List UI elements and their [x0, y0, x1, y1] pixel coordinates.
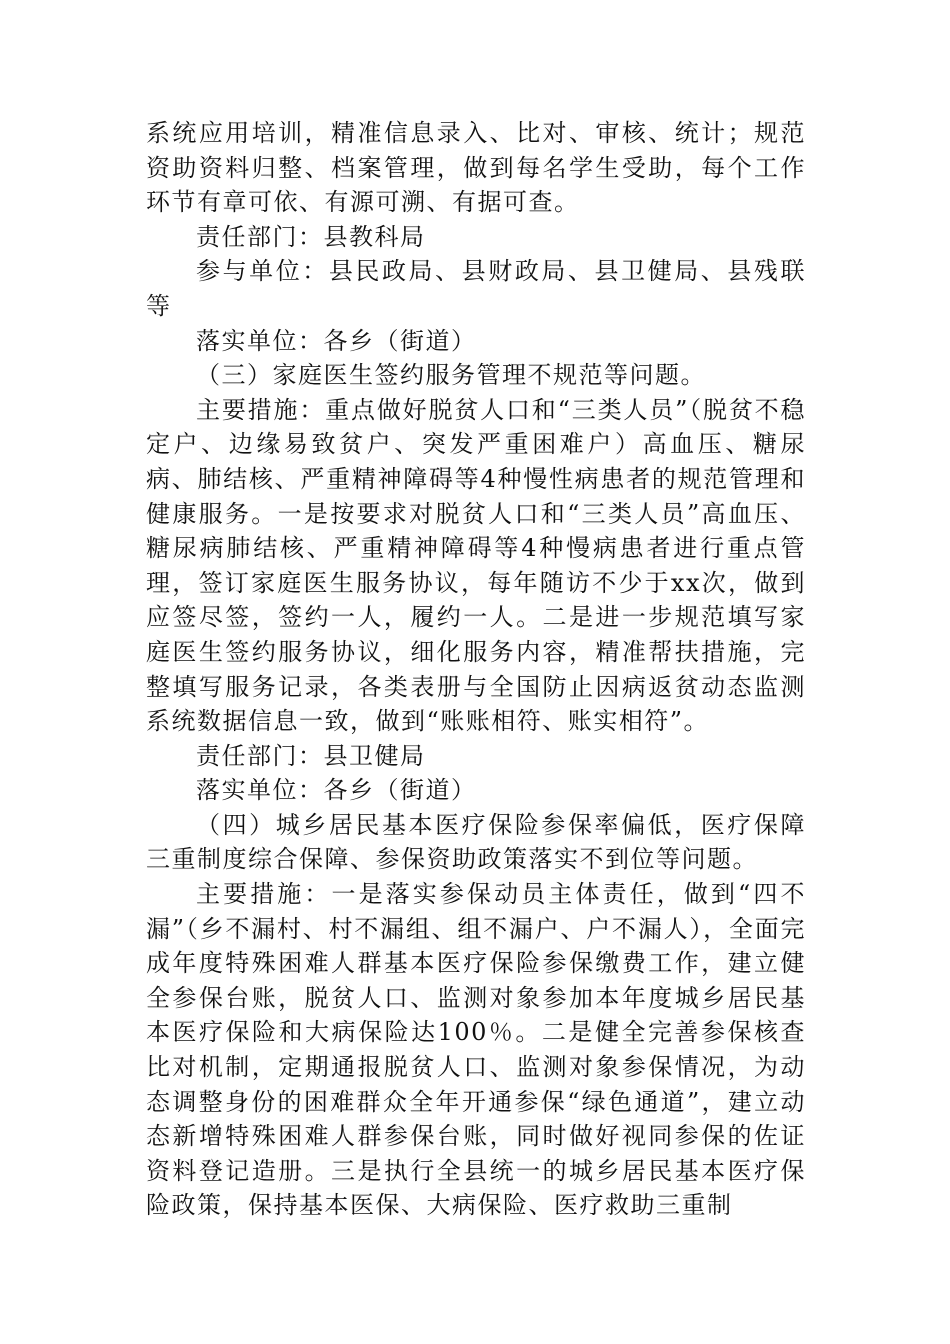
paragraph-main-measures-3: 主要措施：重点做好脱贫人口和“三类人员”（脱贫不稳定户、边缘易致贫户、突发严重困难户）高血压、糖尿病、肺结核、严重精神障碍等4种慢性病患者的规范管理和健康服务。一是按要求对脱贫人口和“三类人员”高血压、糖尿病肺结核、严重精神障碍等4种慢病患者进行重点管理，签订家庭医生服务协议，每年随访不少于xx次，做到应签尽签，签约一人，履约一人。二是进一步规范填写家庭医生签约服务协议，细化服务内容，精准帮扶措施，完整填写服务记录，各类表册与全国防止因病返贫动态监测系统数据信息一致，做到“账账相符、账实相符”。: [146, 395, 806, 736]
paragraph-responsible-dept-health: 责任部门：县卫健局: [196, 741, 426, 770]
paragraph-implementing-units: 落实单位：各乡（街道）: [196, 326, 477, 355]
paragraph-training: 系统应用培训，精准信息录入、比对、审核、统计；规范资助资料归整、档案管理，做到每名学生受助，每个工作环节有章可依、有源可溯、有据可查。: [146, 119, 806, 217]
section-heading-3: （三）家庭医生签约服务管理不规范等问题。: [196, 361, 706, 390]
paragraph-implementing-units-2: 落实单位：各乡（街道）: [196, 776, 477, 805]
document-body: [146, 116, 806, 1223]
section-heading-4: （四）城乡居民基本医疗保险参保率偏低，医疗保障三重制度综合保障、参保资助政策落实不到位等问题。: [146, 810, 806, 874]
paragraph-participating-units: 参与单位：县民政局、县财政局、县卫健局、县残联等: [146, 257, 806, 320]
paragraph-responsible-dept-education: 责任部门：县教科局: [196, 222, 426, 251]
paragraph-main-measures-4: 主要措施：一是落实参保动员主体责任，做到“四不漏”（乡不漏村、村不漏组、组不漏户、户不漏人），全面完成年度特殊困难人群基本医疗保险参保缴费工作，建立健全参保台账，脱贫人口、监测对象参加本年度城乡居民基本医疗保险和大病保险达100％。二是健全完善参保核查比对机制，定期通报脱贫人口、监测对象参保情况，为动态调整身份的困难群众全年开通参保“绿色通道”，建立动态新增特殊困难人群参保台账，同时做好视同参保的佐证资料登记造册。三是执行全县统一的城乡居民基本医疗保险政策，保持基本医保、大病保险、医疗救助三重制: [146, 880, 806, 1220]
